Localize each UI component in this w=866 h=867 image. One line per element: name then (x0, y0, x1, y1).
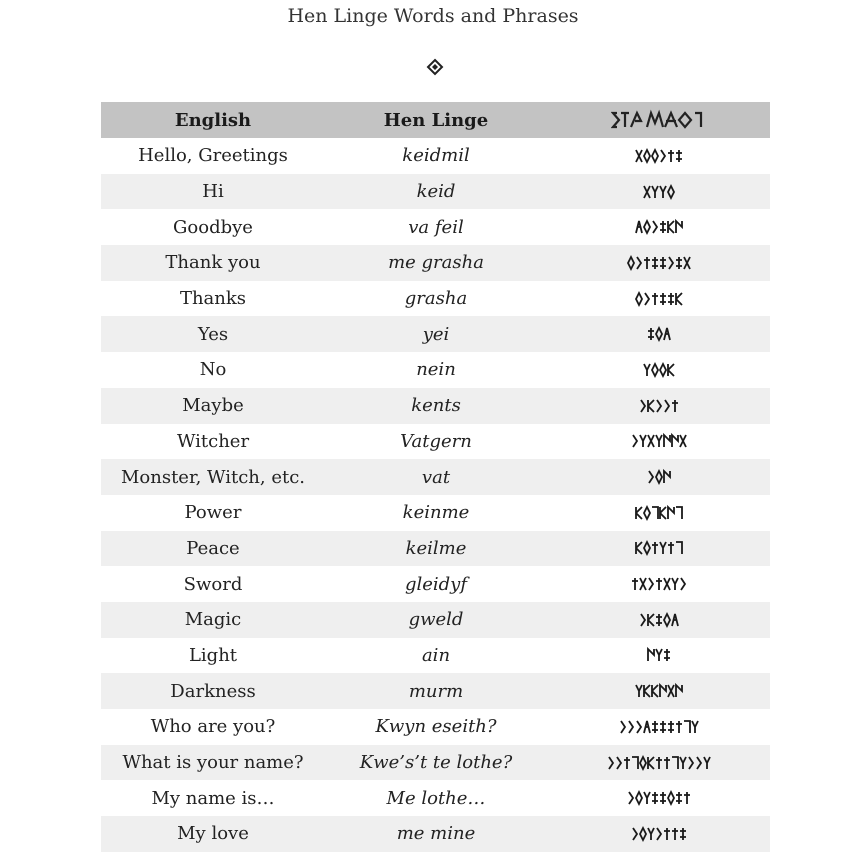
table-row (101, 352, 770, 388)
runic-glyphs (630, 432, 688, 450)
rune-glyph (644, 186, 650, 198)
rune-glyph (633, 828, 637, 840)
rune-glyph (672, 435, 678, 447)
rune-glyph (676, 507, 682, 519)
rune-glyph (657, 828, 661, 840)
cell-hen-linge: keid (325, 174, 547, 210)
rune-glyph (668, 792, 674, 804)
cell-runes (547, 566, 770, 602)
table-row (101, 745, 770, 781)
rune-glyph (676, 721, 682, 733)
runic-glyphs (638, 611, 680, 629)
rune-glyph (652, 293, 658, 305)
rune-glyph (684, 792, 690, 804)
rune-glyph (652, 150, 658, 162)
rune-glyph (664, 328, 670, 340)
diamond-ornament-icon (426, 58, 444, 76)
table-row (101, 602, 770, 638)
rune-glyph (664, 828, 670, 840)
runic-glyphs (634, 218, 684, 236)
cell-english: Darkness (101, 673, 325, 709)
cell-runes (547, 780, 770, 816)
rune-glyph (664, 578, 670, 590)
cell-runes (547, 174, 770, 210)
runic-glyphs (646, 468, 672, 486)
rune-glyph (629, 721, 633, 733)
vocabulary-table (101, 102, 770, 852)
rune-glyph (668, 150, 674, 162)
cell-runes (547, 459, 770, 495)
rune-glyph (660, 221, 666, 233)
cell-english: Light (188, 644, 238, 666)
cell-english: Goodbye (173, 216, 253, 238)
rune-glyph (664, 649, 670, 661)
rune-glyph (652, 257, 658, 269)
rune-glyph (652, 186, 658, 198)
rune-glyph (624, 757, 630, 769)
table-row (101, 709, 770, 745)
rune-glyph (636, 150, 642, 162)
cell-runes (547, 388, 770, 424)
cell-english: Who are you? (150, 716, 276, 738)
rune-glyph (645, 293, 649, 305)
cell-hen-linge: nein (416, 359, 456, 381)
cell-hen-linge: keinme (402, 502, 470, 524)
rune-glyph (664, 435, 670, 447)
table-row (101, 209, 770, 245)
rune-glyph (660, 542, 666, 554)
cell-english: Magic (101, 602, 325, 638)
rune-glyph (668, 221, 674, 233)
rune-glyph (672, 578, 678, 590)
rune-glyph (676, 221, 682, 233)
cell-hen-linge: keilme (325, 531, 547, 567)
cell-hen-linge: ain (421, 644, 451, 666)
cell-runes (547, 138, 770, 174)
rune-glyph (640, 757, 646, 769)
rune-glyph (660, 257, 666, 269)
cell-runes (547, 352, 770, 388)
rune-glyph (636, 221, 642, 233)
table-row (101, 424, 770, 460)
rune-glyph (660, 685, 666, 697)
cell-english: Hi (101, 174, 325, 210)
rune-glyph (649, 471, 653, 483)
rune-glyph (672, 400, 678, 412)
cell-runes (547, 745, 770, 781)
table-row (101, 245, 770, 281)
rune-glyph (676, 542, 682, 554)
cell-english: Maybe (101, 388, 325, 424)
rune-glyph (656, 471, 662, 483)
rune-glyph (644, 364, 650, 376)
cell-english: What is your name? (101, 745, 325, 781)
rune-glyph (644, 542, 650, 554)
runic-glyphs (630, 825, 688, 843)
cell-runes (547, 495, 770, 531)
rune-glyph (672, 614, 678, 626)
rune-glyph (644, 257, 650, 269)
rune-glyph (632, 578, 638, 590)
runic-glyphs (618, 718, 700, 736)
rune-glyph (656, 757, 662, 769)
table-row (101, 780, 770, 816)
rune-glyph (657, 400, 661, 412)
cell-runes (547, 673, 770, 709)
table-header-row (101, 102, 770, 138)
cell-english: My name is… (151, 787, 275, 809)
cell-english: Peace (101, 531, 325, 567)
rune-glyph (648, 614, 654, 626)
cell-hen-linge: va feil (408, 216, 464, 238)
rune-glyph (684, 721, 690, 733)
rune-glyph (680, 435, 686, 447)
rune-glyph (660, 186, 666, 198)
rune-glyph (652, 507, 658, 519)
header-english: English (101, 102, 325, 138)
rune-glyph (652, 364, 658, 376)
rune-glyph (665, 400, 669, 412)
rune-glyph (669, 257, 673, 269)
rune-glyph (676, 150, 682, 162)
header-hen-linge: Hen Linge (325, 102, 547, 138)
rune-glyph (636, 792, 642, 804)
cell-hen-linge: kents (325, 388, 547, 424)
rune-glyph (680, 828, 686, 840)
rune-glyph (656, 328, 662, 340)
rune-glyph (648, 435, 654, 447)
rune-glyph (628, 257, 634, 269)
rune-glyph (636, 293, 642, 305)
rune-glyph (660, 792, 666, 804)
rune-glyph (684, 257, 690, 269)
cell-runes (547, 531, 770, 567)
rune-glyph (668, 685, 674, 697)
runic-glyphs (626, 789, 692, 807)
cell-runes (547, 245, 770, 281)
rune-glyph (680, 757, 686, 769)
rune-glyph (660, 507, 666, 519)
rune-glyph (676, 257, 682, 269)
rune-glyph (664, 471, 670, 483)
cell-english: Thank you (101, 245, 325, 281)
rune-glyph (641, 614, 645, 626)
rune-glyph (668, 721, 674, 733)
cell-hen-linge: Kwe’s’t te lothe? (325, 745, 547, 781)
rune-glyph (660, 364, 666, 376)
rune-glyph (656, 614, 662, 626)
runic-glyphs (634, 682, 684, 700)
table-row (101, 174, 770, 210)
rune-glyph (704, 757, 710, 769)
rune-glyph (653, 221, 657, 233)
rune-glyph (640, 578, 646, 590)
rune-glyph (640, 435, 646, 447)
table-row (101, 531, 770, 567)
runic-glyphs (646, 646, 672, 664)
rune-glyph (668, 186, 674, 198)
rune-glyph (668, 507, 674, 519)
cell-runes (547, 281, 770, 317)
table-row (101, 638, 770, 674)
runic-glyphs (642, 361, 676, 379)
runic-glyphs (646, 325, 672, 343)
rune-glyph (676, 685, 682, 697)
rune-glyph (656, 435, 662, 447)
rune-glyph (652, 721, 658, 733)
page-title: Hen Linge Words and Phrases (287, 5, 579, 27)
cell-english: Witcher (176, 430, 250, 452)
rune-glyph (668, 364, 674, 376)
rune-glyph (672, 828, 678, 840)
runic-glyphs (606, 754, 712, 772)
rune-glyph (609, 757, 613, 769)
rune-glyph (660, 293, 666, 305)
table-row (101, 495, 770, 531)
runic-glyphs (634, 147, 684, 165)
cell-hen-linge: murm (325, 673, 547, 709)
rune-glyph (649, 578, 653, 590)
cell-runes (547, 638, 770, 674)
rune-glyph (656, 578, 662, 590)
runic-header-glyphs (611, 109, 707, 131)
rune-glyph (648, 328, 654, 340)
rune-glyph (668, 293, 674, 305)
header-runic-script (547, 102, 770, 138)
rune-glyph (644, 221, 650, 233)
rune-glyph (636, 542, 642, 554)
cell-hen-linge: Me lothe… (386, 787, 486, 809)
rune-glyph (636, 507, 642, 519)
rune-glyph (660, 721, 666, 733)
table-row (101, 816, 770, 852)
runic-glyphs (634, 290, 684, 308)
cell-english: Yes (101, 316, 325, 352)
rune-glyph (636, 685, 642, 697)
runic-glyphs (642, 183, 676, 201)
cell-english: Thanks (179, 288, 247, 310)
cell-hen-linge: gleidyf (404, 573, 468, 595)
cell-english: Monster, Witch, etc. (101, 459, 325, 495)
cell-runes (547, 816, 770, 852)
rune-glyph (689, 757, 693, 769)
runic-glyphs (638, 397, 680, 415)
rune-glyph (644, 721, 650, 733)
cell-runes (547, 209, 770, 245)
rune-glyph (692, 721, 698, 733)
cell-runes (547, 424, 770, 460)
rune-glyph (644, 792, 650, 804)
rune-glyph (644, 685, 650, 697)
cell-runes (547, 709, 770, 745)
rune-glyph (640, 828, 646, 840)
cell-english: No (199, 359, 227, 381)
rune-glyph (637, 257, 641, 269)
rune-glyph (652, 542, 658, 554)
rune-glyph (652, 685, 658, 697)
rune-glyph (656, 649, 662, 661)
rune-glyph (648, 649, 654, 661)
rune-glyph (648, 828, 654, 840)
rune-glyph (672, 757, 678, 769)
cell-english: Sword (183, 573, 243, 595)
rune-glyph (621, 721, 625, 733)
table-row (101, 459, 770, 495)
rune-glyph (644, 507, 650, 519)
rune-glyph (697, 757, 701, 769)
cell-hen-linge: grasha (404, 288, 468, 310)
cell-hen-linge: keidmil (402, 145, 470, 167)
table-row (101, 138, 770, 174)
rune-glyph (664, 757, 670, 769)
cell-hen-linge: Vatgern (400, 430, 472, 452)
table-row (101, 566, 770, 602)
rune-glyph (633, 435, 637, 447)
rune-glyph (648, 400, 654, 412)
rune-glyph (664, 614, 670, 626)
rune-glyph (629, 792, 633, 804)
cell-runes (547, 316, 770, 352)
runic-glyphs (634, 539, 684, 557)
rune-glyph (617, 757, 621, 769)
cell-hen-linge: me mine (325, 816, 547, 852)
cell-hen-linge: gweld (325, 602, 547, 638)
table-row (101, 673, 770, 709)
rune-glyph (652, 792, 658, 804)
rune-glyph (648, 757, 654, 769)
cell-english: My love (101, 816, 325, 852)
cell-hen-linge: yei (325, 316, 547, 352)
rune-glyph (661, 150, 665, 162)
table-row (101, 316, 770, 352)
table-row (101, 388, 770, 424)
cell-english: Hello, Greetings (138, 145, 288, 167)
runic-glyphs (626, 254, 692, 272)
rune-glyph (641, 400, 645, 412)
cell-english: Power (184, 502, 242, 524)
runic-glyphs (630, 575, 688, 593)
cell-runes (547, 602, 770, 638)
rune-glyph (676, 792, 682, 804)
cell-hen-linge: vat (325, 459, 547, 495)
rune-glyph (676, 293, 682, 305)
rune-glyph (681, 578, 685, 590)
rune-glyph (632, 757, 638, 769)
runic-glyphs (634, 504, 684, 522)
rune-glyph (668, 542, 674, 554)
rune-glyph (644, 150, 650, 162)
cell-hen-linge: me grasha (325, 245, 547, 281)
cell-hen-linge: Kwyn eseith? (375, 716, 497, 738)
rune-glyph (637, 721, 641, 733)
table-row (101, 281, 770, 317)
